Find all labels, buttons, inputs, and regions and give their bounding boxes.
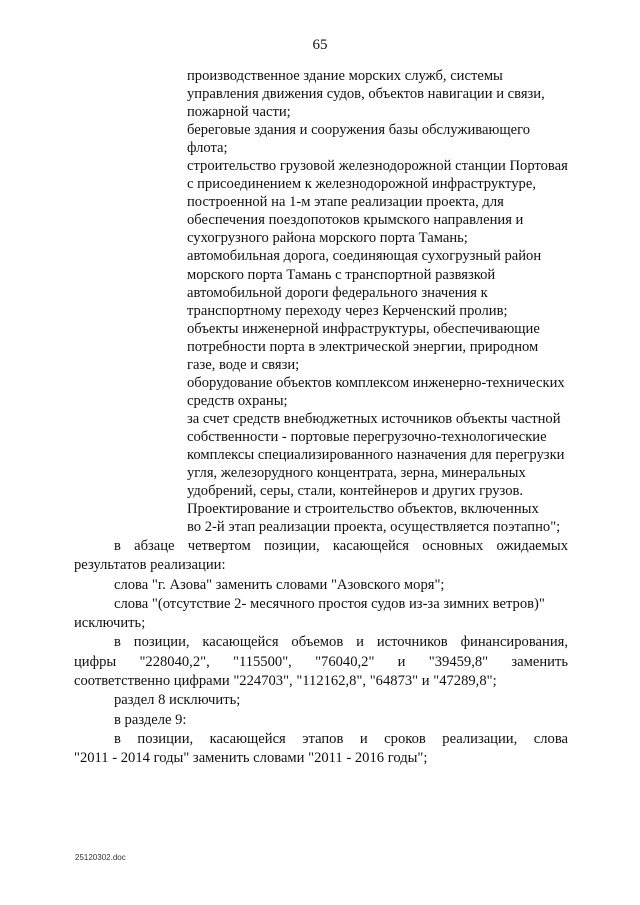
- text-line: строительство грузовой железнодорожной станции Портовая: [187, 158, 568, 175]
- text-line: Проектирование и строительство объектов, включенных: [187, 501, 539, 518]
- text-line: в позиции, касающейся объемов и источников финансирования,: [114, 634, 568, 651]
- text-line: в разделе 9:: [114, 711, 187, 728]
- paragraph-financing: [74, 633, 568, 691]
- file-name-footer: 25120302.doc: [75, 853, 126, 862]
- text-line: "2011 - 2014 годы" заменить словами "2011 - 2016 годы";: [74, 750, 428, 767]
- text-line: за счет средств внебюджетных источников объекты частной: [187, 410, 561, 427]
- text-line: обеспечения поездопотоков крымского направления и: [187, 212, 524, 229]
- paragraph-exclude-words: [74, 595, 568, 634]
- text-line: сухогрузного района морского порта Тамань;: [187, 230, 468, 247]
- text-line: с присоединением к железнодорожной инфраструктуре,: [187, 176, 536, 193]
- paragraph-azov: [74, 576, 568, 595]
- text-line: удобрений, серы, стали, контейнеров и других грузов.: [187, 483, 524, 500]
- text-line: оборудование объектов комплексом инженерно-технических: [187, 374, 565, 391]
- text-line: слова "(отсутствие 2- месячного простоя судов из-за зимних ветров)": [114, 595, 545, 612]
- text-line: комплексы специализированного назначения для перегрузки: [187, 446, 565, 463]
- text-line: в абзаце четвертом позиции, касающейся основных ожидаемых: [114, 538, 568, 554]
- paragraph-section-8: [74, 691, 568, 710]
- text-line: исключить;: [74, 615, 146, 632]
- text-line: автомобильной дороги федерального значения к: [187, 284, 488, 301]
- paragraph-stages: [74, 730, 568, 769]
- text-line: слова "г. Азова" заменить словами "Азовского моря";: [114, 576, 445, 593]
- text-line: флота;: [187, 140, 228, 157]
- text-line: производственное здание морских служб, системы: [187, 68, 503, 84]
- text-line: управления движения судов, объектов навигации и связи,: [187, 86, 545, 103]
- page-number: 65: [312, 37, 328, 53]
- text-line: пожарной части;: [187, 104, 291, 121]
- paragraph-results: [74, 537, 568, 576]
- text-line: автомобильная дорога, соединяющая сухогрузный район: [187, 248, 542, 265]
- object-list-block: [187, 67, 587, 536]
- amendments-block: [74, 537, 568, 769]
- text-line: береговые здания и сооружения базы обслуживающего: [187, 122, 531, 139]
- text-line: во 2-й этап реализации проекта, осуществляется поэтапно";: [187, 519, 561, 536]
- text-line: соответственно цифрами "224703", "112162,8", "64873" и "47289,8";: [74, 673, 497, 690]
- text-line: результатов реализации:: [74, 557, 226, 574]
- text-line: собственности - портовые перегрузочно-технологические: [187, 428, 547, 445]
- paragraph-section-9: [74, 711, 568, 730]
- text-line: средств охраны;: [187, 392, 288, 409]
- text-line: потребности порта в электрической энергии, природном: [187, 338, 539, 355]
- text-line: построенной на 1-м этапе реализации проекта, для: [187, 194, 504, 211]
- text-line: морского порта Тамань с транспортной развязкой: [187, 266, 496, 283]
- text-line: цифры "228040,2", "115500", "76040,2" и "39459,8" заменить: [74, 653, 568, 670]
- text-line: объекты инженерной инфраструктуры, обеспечивающие: [187, 320, 540, 337]
- text-line: в позиции, касающейся этапов и сроков реализации, слова: [114, 730, 568, 747]
- text-line: газе, воде и связи;: [187, 356, 300, 373]
- text-line: транспортному переходу через Керченский пролив;: [187, 302, 508, 319]
- text-line: угля, железорудного концентрата, зерна, минеральных: [187, 465, 526, 482]
- text-line: раздел 8 исключить;: [114, 692, 241, 709]
